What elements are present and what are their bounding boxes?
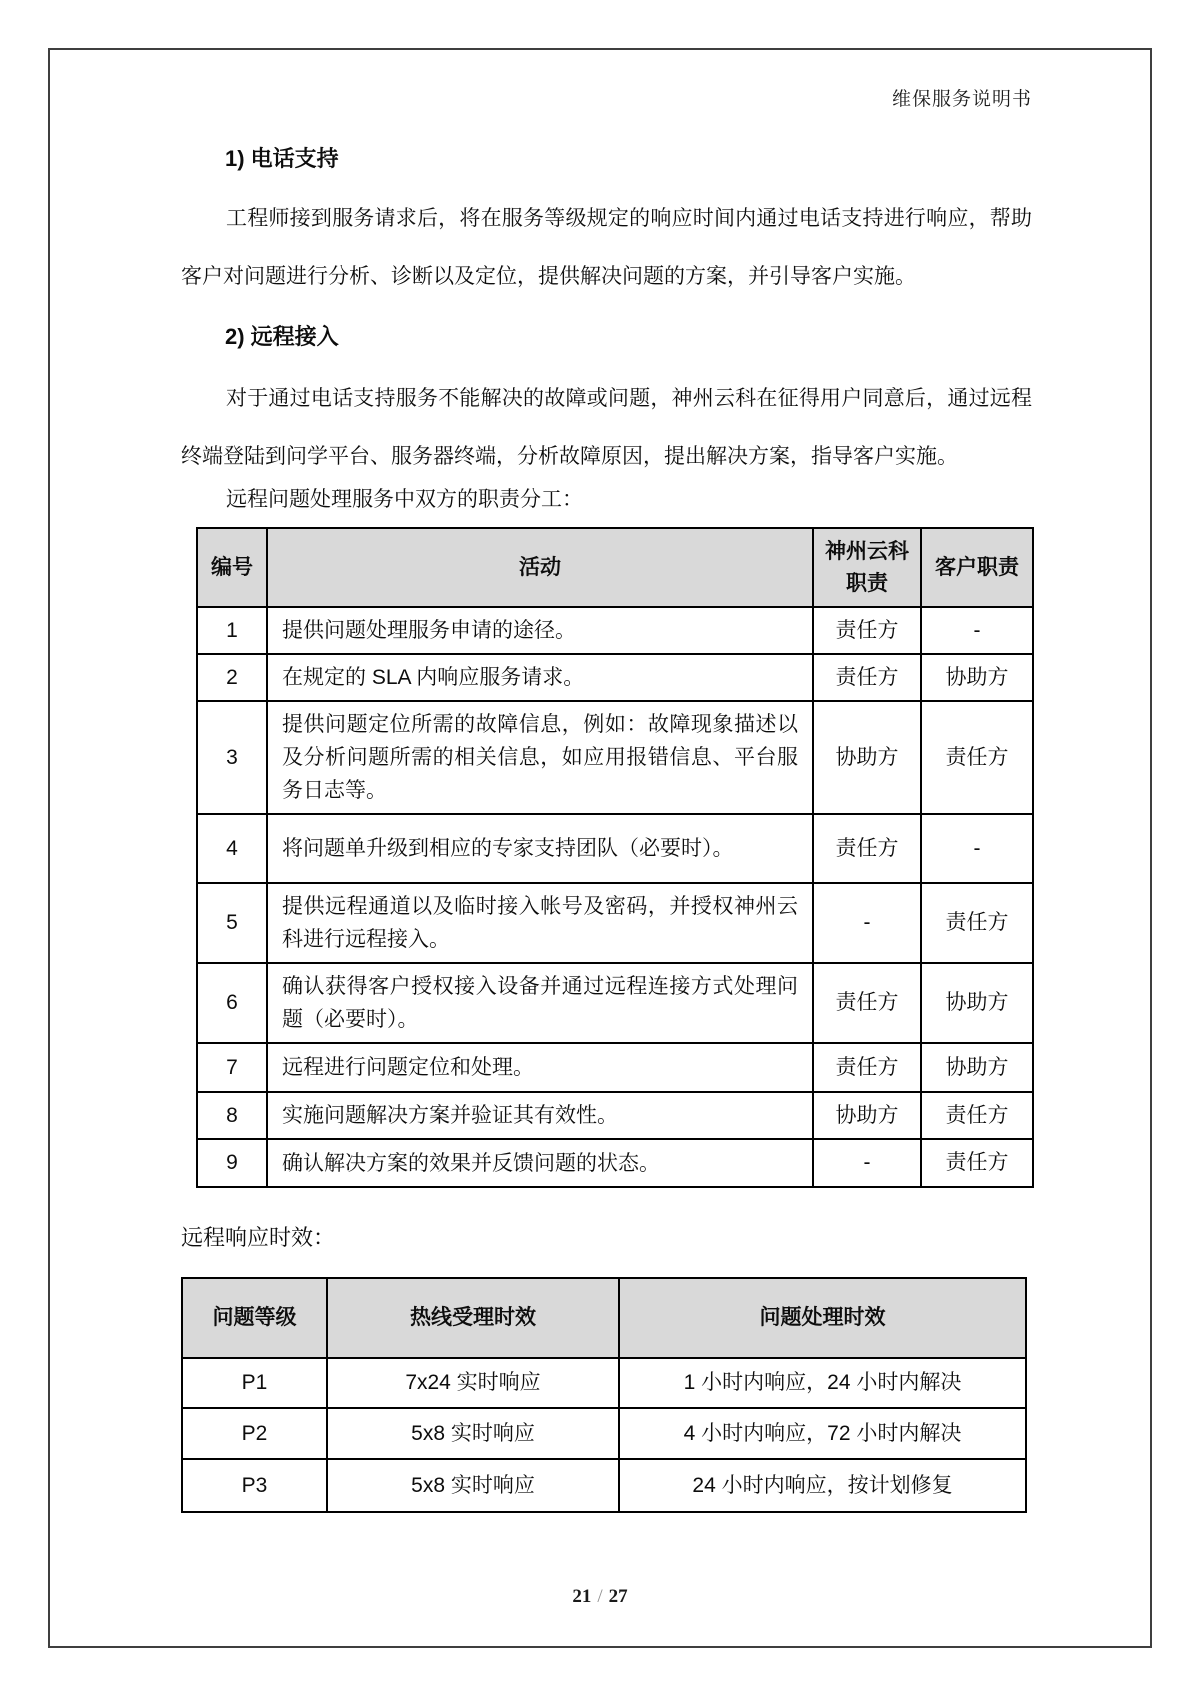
cell-no: 8 [197, 1092, 267, 1139]
section-heading-remote-access: 2) 远程接入 [225, 324, 339, 349]
cell-customer: 责任方 [921, 1092, 1033, 1139]
cell-no: 1 [197, 607, 267, 654]
cell-customer: - [921, 607, 1033, 654]
table-row [197, 883, 1033, 963]
table-row [197, 963, 1033, 1043]
table-row [197, 1043, 1033, 1092]
responsibility-table-intro: 远程问题处理服务中双方的职责分工： [226, 488, 583, 511]
cell-no: 9 [197, 1139, 267, 1187]
cell-handling: 1 小时内响应，24 小时内解决 [619, 1358, 1026, 1408]
cell-vendor: 责任方 [813, 814, 921, 883]
table-row [197, 1139, 1033, 1187]
page-number-current: 21 [572, 1586, 592, 1607]
section-heading-phone-support: 1) 电话支持 [225, 146, 339, 171]
cell-customer: 协助方 [921, 963, 1033, 1043]
header-cell-no: 编号 [197, 528, 267, 607]
table-header-row [197, 528, 1033, 607]
cell-vendor: - [813, 1139, 921, 1187]
cell-vendor: - [813, 883, 921, 963]
table-row [182, 1358, 1026, 1408]
table-row [182, 1408, 1026, 1459]
cell-activity: 远程进行问题定位和处理。 [267, 1043, 813, 1092]
cell-activity: 确认解决方案的效果并反馈问题的状态。 [267, 1139, 813, 1187]
table-header-row [182, 1278, 1026, 1358]
response-sla-table [181, 1277, 1027, 1513]
cell-hotline: 7x24 实时响应 [327, 1358, 619, 1408]
cell-level: P1 [182, 1358, 327, 1408]
header-cell-handling: 问题处理时效 [619, 1278, 1026, 1358]
header-cell-customer: 客户职责 [921, 528, 1033, 607]
cell-activity: 在规定的 SLA 内响应服务请求。 [267, 654, 813, 701]
cell-no: 3 [197, 701, 267, 814]
cell-level: P3 [182, 1459, 327, 1512]
cell-handling: 24 小时内响应，按计划修复 [619, 1459, 1026, 1512]
cell-vendor: 责任方 [813, 963, 921, 1043]
cell-activity: 提供问题处理服务申请的途径。 [267, 607, 813, 654]
cell-hotline: 5x8 实时响应 [327, 1408, 619, 1459]
cell-handling: 4 小时内响应，72 小时内解决 [619, 1408, 1026, 1459]
page-number-footer [0, 1586, 1200, 1608]
cell-no: 7 [197, 1043, 267, 1092]
cell-activity: 将问题单升级到相应的专家支持团队（必要时）。 [267, 814, 813, 883]
cell-customer: 责任方 [921, 883, 1033, 963]
header-cell-hotline: 热线受理时效 [327, 1278, 619, 1358]
cell-customer: 协助方 [921, 1043, 1033, 1092]
cell-activity: 提供远程通道以及临时接入帐号及密码，并授权神州云科进行远程接入。 [267, 883, 813, 963]
cell-vendor: 协助方 [813, 701, 921, 814]
cell-hotline: 5x8 实时响应 [327, 1459, 619, 1512]
header-cell-level: 问题等级 [182, 1278, 327, 1358]
cell-vendor: 协助方 [813, 1092, 921, 1139]
document-title-header: 维保服务说明书 [891, 89, 1032, 110]
table-row [197, 701, 1033, 814]
cell-customer: 责任方 [921, 701, 1033, 814]
cell-customer: - [921, 814, 1033, 883]
cell-vendor: 责任方 [813, 1043, 921, 1092]
table-row [197, 1092, 1033, 1139]
cell-vendor: 责任方 [813, 607, 921, 654]
cell-customer: 责任方 [921, 1139, 1033, 1187]
response-sla-heading: 远程响应时效： [181, 1225, 336, 1250]
table-row [197, 654, 1033, 701]
table-row [197, 607, 1033, 654]
cell-customer: 协助方 [921, 654, 1033, 701]
cell-no: 4 [197, 814, 267, 883]
cell-no: 2 [197, 654, 267, 701]
page-number-separator: / [597, 1586, 603, 1607]
paragraph-phone-support: 工程师接到服务请求后，将在服务等级规定的响应时间内通过电话支持进行响应，帮助客户对问题进行分析、诊断以及定位，提供解决问题的方案，并引导客户实施。 [181, 207, 1032, 288]
cell-vendor: 责任方 [813, 654, 921, 701]
paragraph-remote-access: 对于通过电话支持服务不能解决的故障或问题，神州云科在征得用户同意后，通过远程终端登陆到问学平台、服务器终端，分析故障原因，提出解决方案，指导客户实施。 [181, 387, 1032, 468]
cell-no: 5 [197, 883, 267, 963]
cell-activity: 实施问题解决方案并验证其有效性。 [267, 1092, 813, 1139]
header-cell-vendor: 神州云科职责 [813, 528, 921, 607]
header-cell-activity: 活动 [267, 528, 813, 607]
responsibility-table [196, 527, 1034, 1188]
table-row [197, 814, 1033, 883]
cell-activity: 确认获得客户授权接入设备并通过远程连接方式处理问题（必要时）。 [267, 963, 813, 1043]
table-row [182, 1459, 1026, 1512]
cell-level: P2 [182, 1408, 327, 1459]
cell-activity: 提供问题定位所需的故障信息，例如：故障现象描述以及分析问题所需的相关信息，如应用报错信息、平台服务日志等。 [267, 701, 813, 814]
page-number-total: 27 [608, 1586, 628, 1607]
cell-no: 6 [197, 963, 267, 1043]
